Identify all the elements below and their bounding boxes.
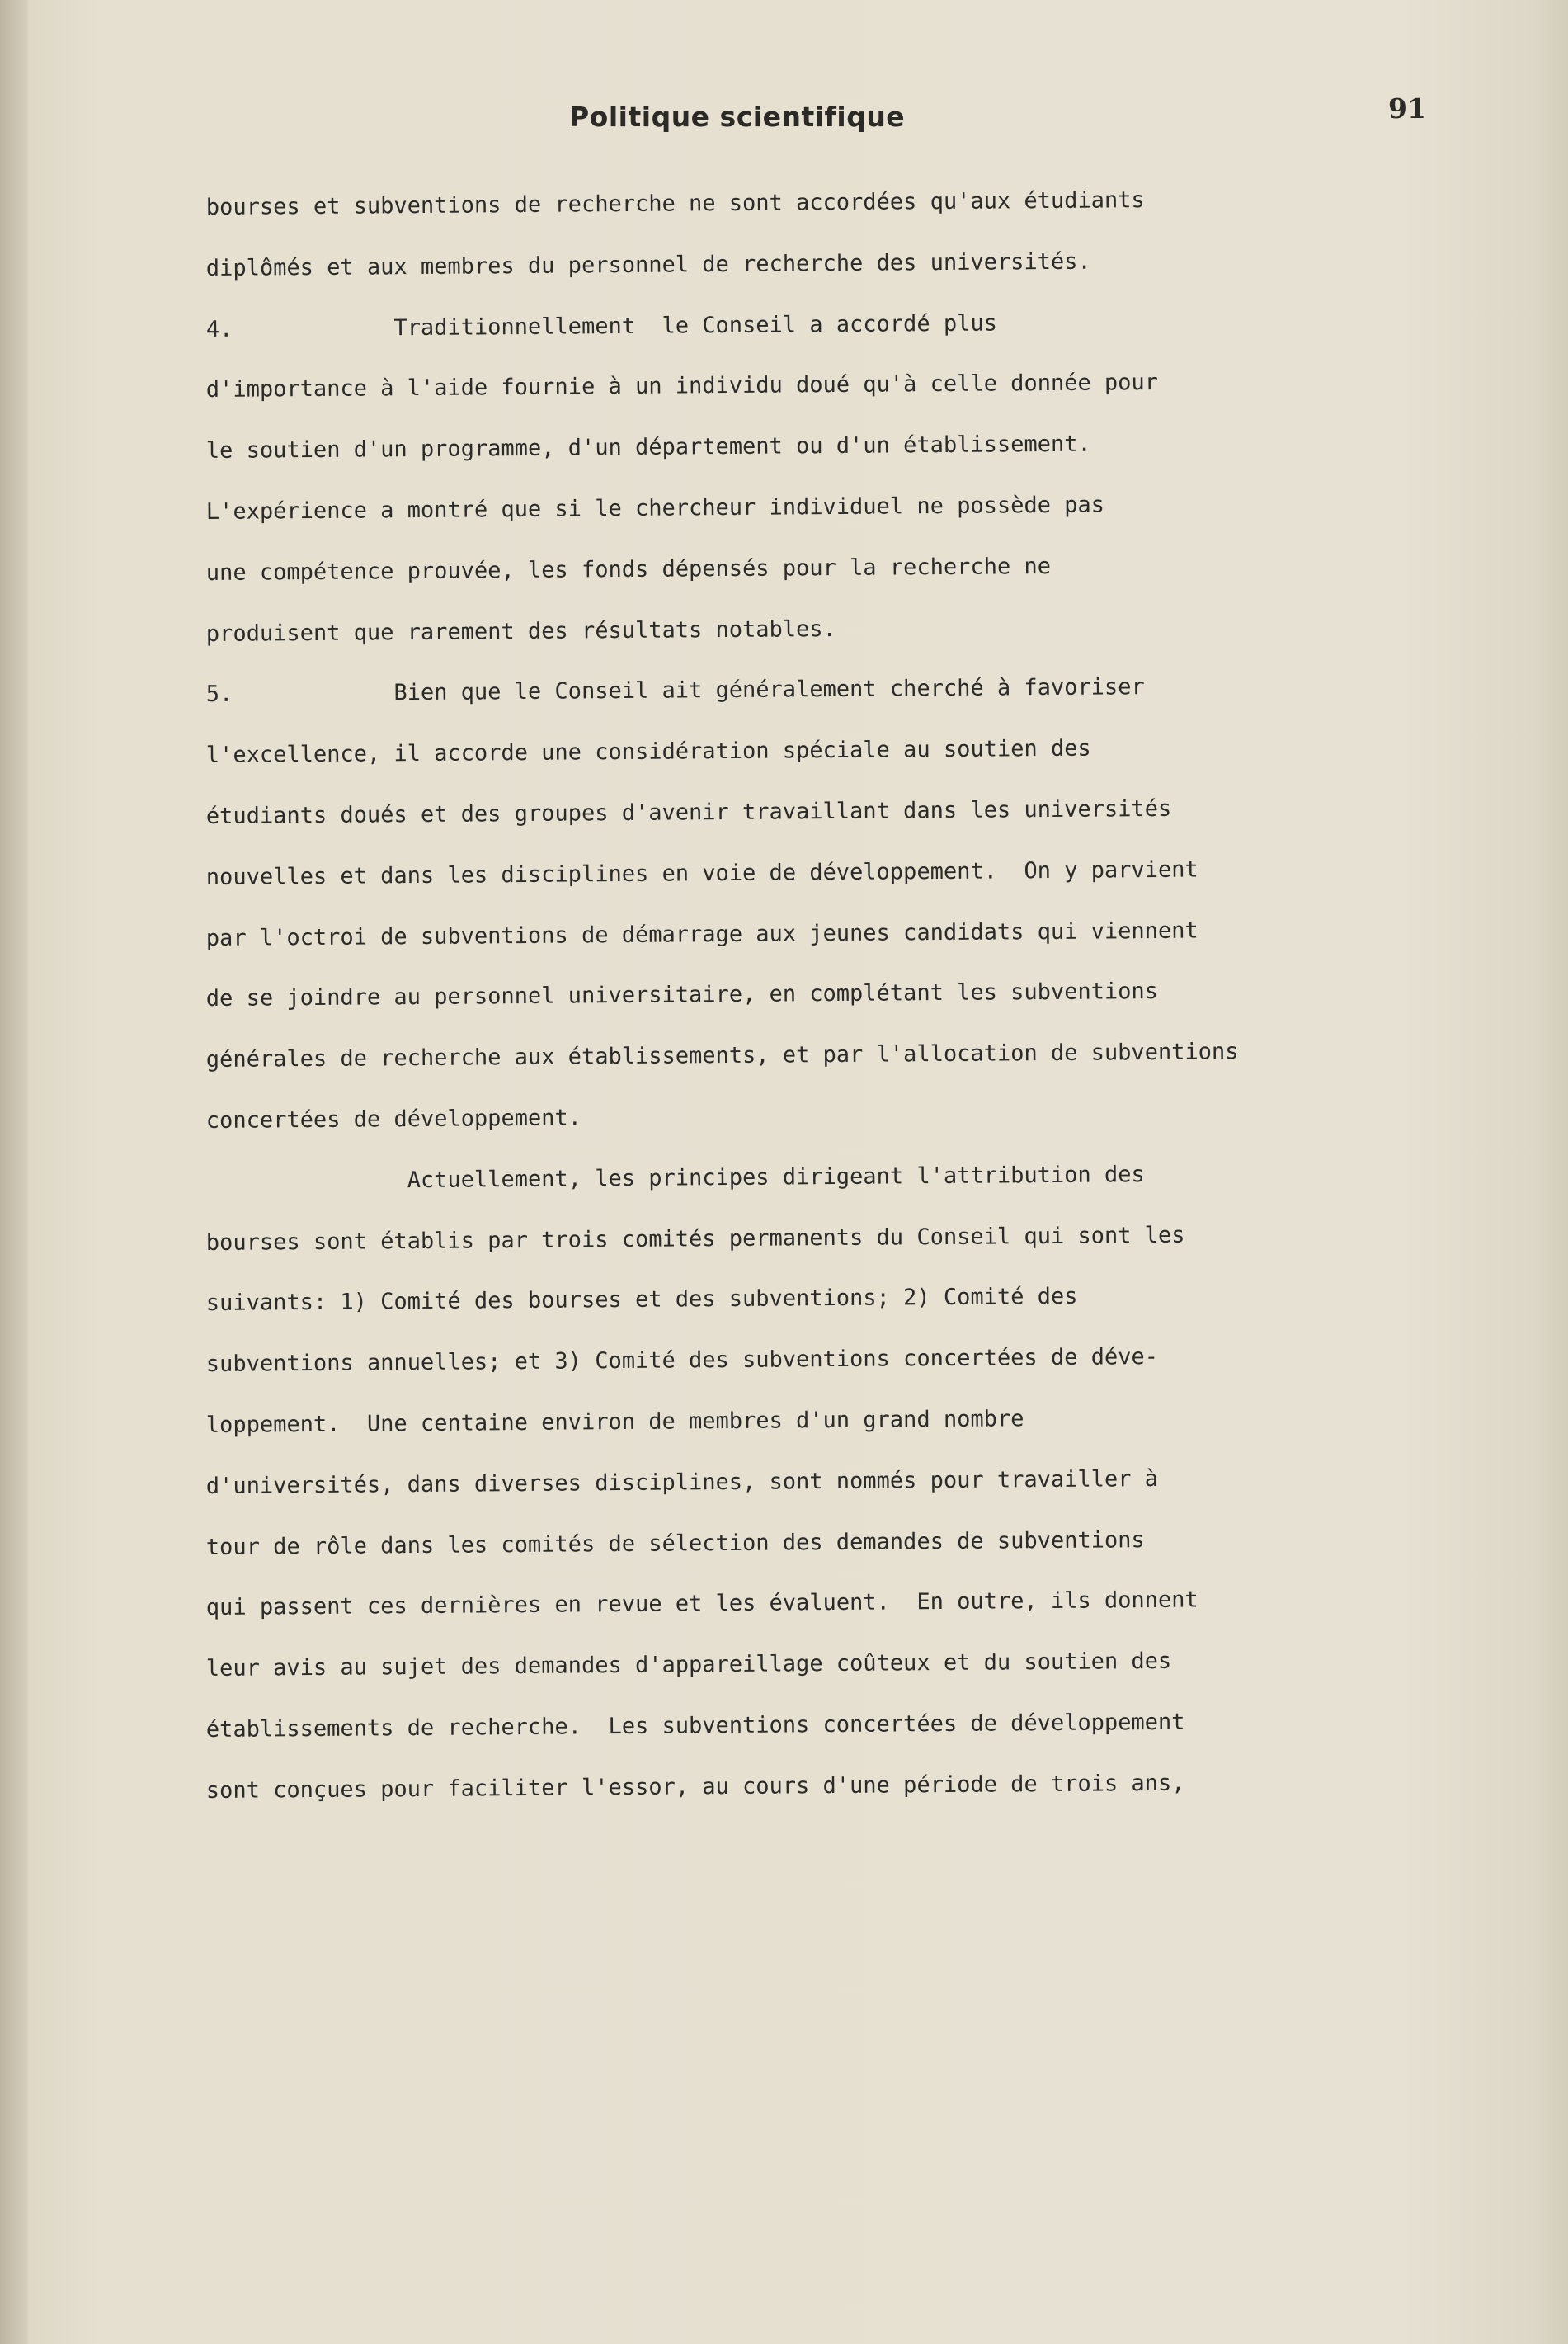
text-line: bourses sont établis par trois comités permanents du Conseil qui sont les	[205, 1222, 1185, 1256]
text-line: qui passent ces dernières en revue et les évaluent. En outre, ils donnent	[205, 1587, 1198, 1621]
text-line: L'expérience a montré que si le chercheur individuel ne possède pas	[205, 492, 1105, 525]
text-line: 4. Traditionnellement le Conseil a accordé plus	[205, 310, 998, 342]
text-line: l'excellence, il accorde une considération spéciale au soutien des	[205, 735, 1091, 769]
text-line: de se joindre au personnel universitaire, en complétant les subventions	[205, 979, 1159, 1012]
text-line: par l'octroi de subventions de démarrage aux jeunes candidats qui viennent	[205, 917, 1198, 951]
text-line: loppement. Une centaine environ de membres d'un grand nombre	[205, 1406, 1024, 1438]
text-line: diplômés et aux membres du personnel de recherche des universités.	[205, 248, 1091, 281]
text-line: Actuellement, les principes dirigeant l'attribution des	[205, 1161, 1145, 1195]
text-line: une compétence prouvée, les fonds dépensés pour la recherche ne	[205, 553, 1052, 586]
text-line: d'importance à l'aide fournie à un individu doué qu'à celle donnée pour	[205, 370, 1159, 403]
text-line: 5. Bien que le Conseil ait généralement cherché à favoriser	[205, 674, 1145, 708]
text-line: sont conçues pour faciliter l'essor, au cours d'une période de trois ans,	[205, 1770, 1185, 1804]
text-line: tour de rôle dans les comités de sélection des demandes de subventions	[205, 1526, 1145, 1560]
text-line: subventions annuelles; et 3) Comité des subventions concertées de déve-	[205, 1344, 1159, 1378]
text-line: leur avis au sujet des demandes d'appareillage coûteux et du soutien des	[205, 1648, 1172, 1682]
text-line: générales de recherche aux établissements, et par l'allocation de subventions	[205, 1039, 1239, 1073]
text-line: établissements de recherche. Les subventions concertées de développement	[205, 1709, 1185, 1743]
text-line: bourses et subventions de recherche ne sont accordées qu'aux étudiants	[205, 187, 1145, 221]
text-line: concertées de développement.	[205, 1105, 582, 1134]
text-line: nouvelles et dans les disciplines en voie de développement. On y parvient	[205, 856, 1198, 890]
page-number: 91	[1388, 92, 1426, 125]
text-line: étudiants doués et des groupes d'avenir travaillant dans les universités	[205, 795, 1172, 829]
text-line: le soutien d'un programme, d'un département ou d'un établissement.	[205, 431, 1091, 465]
text-line: produisent que rarement des résultats notables.	[205, 615, 836, 647]
body-text	[205, 187, 1295, 1836]
page-gutter	[0, 0, 28, 2344]
text-line: suivants: 1) Comité des bourses et des subventions; 2) Comité des	[205, 1284, 1078, 1317]
text-line: d'universités, dans diverses disciplines, sont nommés pour travailler à	[205, 1465, 1159, 1499]
running-header-title: Politique scientifique	[569, 101, 906, 133]
